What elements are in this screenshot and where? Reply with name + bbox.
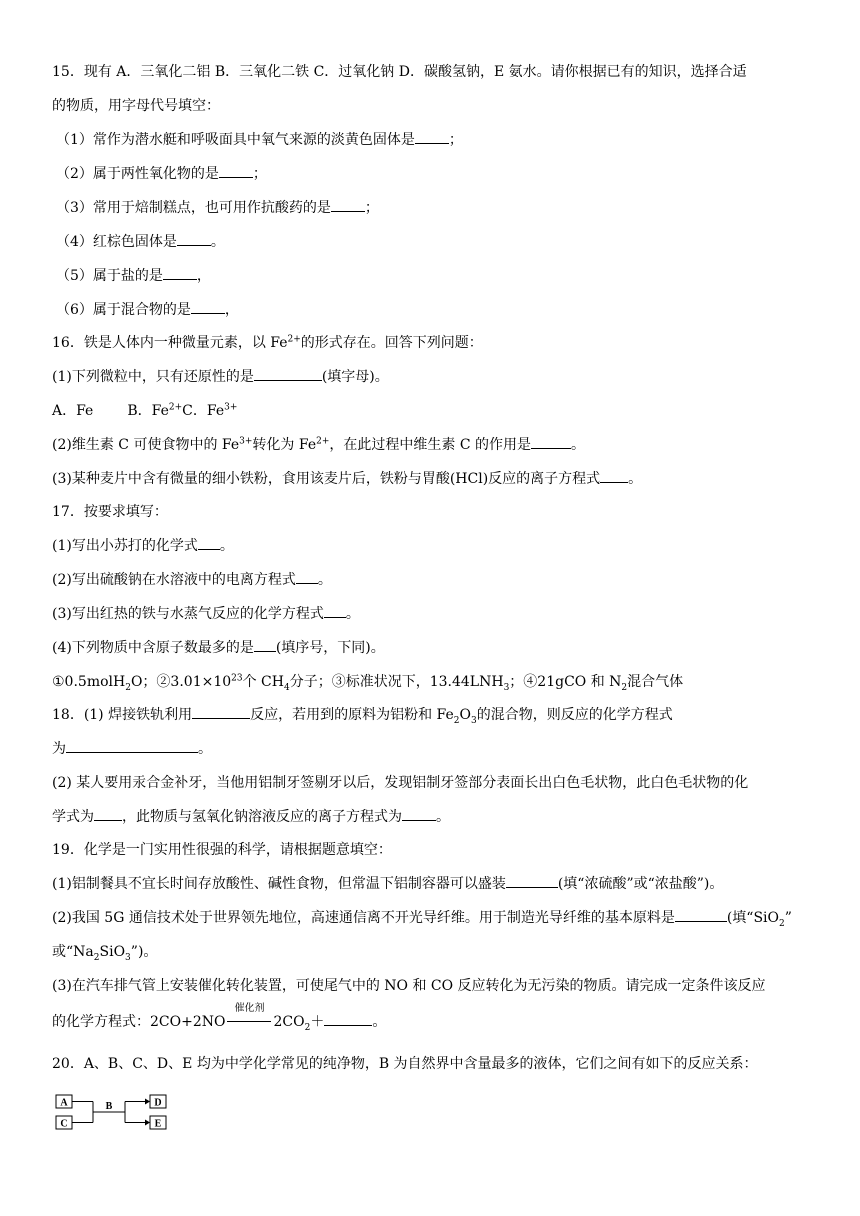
- text-span: (1)下列微粒中，只有还原性的是: [52, 369, 254, 385]
- q19-stem: [52, 840, 392, 860]
- q16-part2: [52, 435, 585, 455]
- answer-blank[interactable]: [177, 232, 211, 246]
- text-span: 。: [571, 437, 586, 453]
- superscript: 2+: [316, 436, 330, 447]
- text-span: (3)写出红热的铁与水蒸气反应的化学方程式: [52, 606, 324, 622]
- text-span: (填“浓硫酸”或“浓盐酸”)。: [557, 876, 724, 892]
- text-span: 混合气体: [627, 674, 684, 690]
- answer-blank[interactable]: [675, 908, 727, 922]
- q17-stem: [52, 502, 168, 522]
- text-span: ；④21gCO 和 N: [509, 674, 622, 690]
- subscript: 3: [471, 715, 477, 726]
- subscript: 4: [283, 682, 290, 693]
- text-span: ①0.5molH: [52, 674, 126, 690]
- text-span: ＋: [310, 1014, 325, 1030]
- text-span: 为: [52, 741, 66, 757]
- text-span: 。: [372, 1014, 387, 1030]
- text-span: ；: [448, 132, 463, 148]
- text-span: 2CO: [273, 1014, 305, 1030]
- subscript: 2: [93, 952, 100, 963]
- answer-blank[interactable]: [163, 266, 197, 280]
- q17-part1: [52, 536, 234, 556]
- superscript: 23: [231, 673, 243, 684]
- text-span: （2）属于两性氧化物的是: [56, 166, 219, 182]
- text-span: O: [459, 707, 472, 723]
- text-span: 学式为: [52, 809, 94, 825]
- q15-stem-line2: [52, 96, 220, 116]
- answer-blank[interactable]: [296, 570, 318, 584]
- catalyst-condition: [225, 1003, 273, 1032]
- answer-blank[interactable]: [192, 705, 250, 719]
- text-span: 。: [317, 572, 332, 588]
- text-span: 的混合物，则反应的化学方程式: [476, 707, 673, 723]
- superscript: 3+: [224, 402, 238, 413]
- arrow-label: B: [105, 1101, 113, 1112]
- text-span: SiO: [99, 944, 126, 960]
- q18-part1-line1: [52, 705, 673, 725]
- q15-stem-line1: [52, 62, 747, 82]
- text-span: ，: [224, 302, 239, 318]
- text-span: (3)在汽车排气管上安装催化转化装置，可使尾气中的 NO 和 CO 反应转化为无污染的物质。请完成一定条件该反应: [52, 978, 766, 994]
- q19-part2-line1: [52, 908, 792, 928]
- q17-part3: [52, 604, 360, 624]
- text-span: （1）常作为潜水艇和呼吸面具中氧气来源的淡黄色固体是: [56, 132, 415, 148]
- q16-part3: [52, 469, 642, 489]
- text-span: 。: [628, 471, 643, 487]
- subscript: 2: [453, 715, 460, 726]
- text-span: ；: [364, 200, 379, 216]
- text-span: （4）红棕色固体是: [56, 234, 177, 250]
- text-span: ”)。: [130, 944, 158, 960]
- answer-blank[interactable]: [531, 435, 571, 449]
- superscript: 2+: [168, 402, 183, 413]
- text-span: (2)写出硫酸钠在水溶液中的电离方程式: [52, 572, 296, 588]
- text-span: (3)某种麦片中含有微量的细小铁粉，食用该麦片后，铁粉与胃酸(HCl)反应的离子方程式: [52, 471, 601, 487]
- text-span: 反应，若用到的原料为铝粉和 Fe: [250, 707, 454, 723]
- answer-blank[interactable]: [331, 198, 365, 212]
- reaction-diagram: [55, 1092, 175, 1134]
- text-span: 。: [219, 538, 234, 554]
- q20-stem: [52, 1054, 758, 1074]
- node-c-label: C: [60, 1118, 68, 1130]
- text-span: ”: [784, 910, 792, 926]
- q15-part1: [56, 130, 463, 150]
- q15-part5: [56, 266, 211, 286]
- text-span: 。: [198, 741, 212, 757]
- text-span: 19．化学是一门实用性很强的科学，请根据题意填空：: [52, 842, 392, 858]
- answer-blank[interactable]: [191, 300, 225, 314]
- text-span: ，在此过程中维生素 C 的作用是: [329, 437, 532, 453]
- q18-part2-line1: [52, 773, 748, 793]
- text-span: 分子；③标准状况下，13.44LNH: [289, 674, 504, 690]
- q16-part1: [52, 367, 389, 387]
- text-span: (4)下列物质中含原子数最多的是: [52, 640, 254, 656]
- q17-part4: [52, 638, 385, 658]
- text-span: (1)写出小苏打的化学式: [52, 538, 198, 554]
- text-span: C．Fe: [182, 403, 225, 419]
- text-span: 18．(1) 焊接铁轨利用: [52, 707, 193, 723]
- q15-part6: [56, 300, 239, 320]
- answer-blank[interactable]: [254, 638, 276, 652]
- text-span: 的物质，用字母代号填空：: [52, 98, 220, 114]
- q16-options: [52, 401, 237, 421]
- answer-blank[interactable]: [506, 874, 558, 888]
- text-span: 转化为 Fe: [252, 437, 317, 453]
- text-span: 。: [210, 234, 225, 250]
- subscript: 3: [503, 682, 510, 693]
- node-a-label: A: [60, 1097, 68, 1109]
- text-span: O；②3.01×10: [130, 674, 232, 690]
- text-span: ，此物质与氢氧化钠溶液反应的离子方程式为: [122, 809, 402, 825]
- text-span: 15．现有 A．三氧化二铝 B．三氧化二铁 C．过氧化钠 D．碳酸氢钠，E 氨水。请你根据已有的知识，选择合适: [52, 64, 747, 80]
- text-span: 17．按要求填写：: [52, 504, 168, 520]
- q15-part4: [56, 232, 225, 252]
- q15-part2: [56, 164, 267, 184]
- text-span: B．Fe: [127, 403, 169, 419]
- answer-blank[interactable]: [402, 807, 436, 821]
- text-span: （3）常用于焙制糕点，也可用作抗酸药的是: [56, 200, 331, 216]
- text-span: 20．A、B、C、D、E 均为中学化学常见的纯净物，B 为自然界中含量最多的液体，它们之间有如下的反应关系：: [52, 1056, 758, 1072]
- superscript: 3+: [239, 436, 253, 447]
- text-span: (2)维生素 C 可使食物中的 Fe: [52, 437, 240, 453]
- q18-part2-line2: [52, 807, 450, 827]
- q18-part1-line2: [52, 739, 212, 759]
- answer-blank[interactable]: [324, 604, 346, 618]
- answer-blank[interactable]: [254, 367, 322, 381]
- text-span: 的化学方程式：2CO+2NO: [52, 1014, 226, 1030]
- text-span: 。: [436, 809, 450, 825]
- answer-blank[interactable]: [219, 164, 253, 178]
- subscript: 2: [304, 1022, 311, 1033]
- q19-part3-line1: [52, 976, 766, 996]
- text-span: 个 CH: [242, 674, 284, 690]
- text-span: 催化剂: [234, 1003, 265, 1014]
- subscript: 2: [779, 918, 785, 929]
- q16-stem: [52, 333, 483, 353]
- superscript: 2+: [287, 334, 301, 345]
- text-span: A．Fe: [52, 403, 94, 419]
- q15-part3: [56, 198, 379, 218]
- subscript: 2: [621, 682, 628, 693]
- text-span: 16．铁是人体内一种微量元素，以 Fe: [52, 335, 288, 351]
- subscript: 2: [125, 682, 131, 693]
- text-span: 或“Na: [52, 944, 94, 960]
- answer-blank[interactable]: [600, 469, 628, 483]
- answer-blank[interactable]: [324, 1012, 372, 1026]
- answer-blank[interactable]: [198, 536, 220, 550]
- q19-part3-line2: [52, 1003, 387, 1033]
- text-span: （5）属于盐的是: [56, 268, 163, 284]
- text-span: (填字母)。: [321, 369, 389, 385]
- q19-part2-line2: [52, 942, 157, 962]
- text-span: (填“SiO: [726, 910, 779, 926]
- subscript: 3: [125, 952, 131, 963]
- q19-part1: [52, 874, 723, 894]
- text-span: (2)我国 5G 通信技术处于世界领先地位，高速通信离不开光导纤维。用于制造光导纤维的基本原料是: [52, 910, 675, 926]
- q17-items: [52, 672, 683, 692]
- text-span: (2) 某人要用汞合金补牙，当他用铝制牙签剔牙以后，发现铝制牙签部分表面长出白色毛状物，此白色毛状物的化: [52, 775, 749, 791]
- answer-blank[interactable]: [94, 807, 122, 821]
- text-span: ；: [252, 166, 267, 182]
- text-span: 。: [345, 606, 360, 622]
- text-span: (1)铝制餐具不宜长时间存放酸性、碱性食物，但常温下铝制容器可以盛装: [52, 876, 506, 892]
- text-span: 的形式存在。回答下列问题：: [300, 335, 483, 351]
- text-span: （6）属于混合物的是: [56, 302, 191, 318]
- node-d-label: D: [154, 1097, 162, 1109]
- text-span: (填序号，下同)。: [275, 640, 385, 656]
- answer-blank[interactable]: [415, 130, 449, 144]
- node-e-label: E: [154, 1118, 162, 1130]
- q17-part2: [52, 570, 332, 590]
- answer-blank[interactable]: [66, 739, 198, 753]
- text-span: ，: [196, 268, 211, 284]
